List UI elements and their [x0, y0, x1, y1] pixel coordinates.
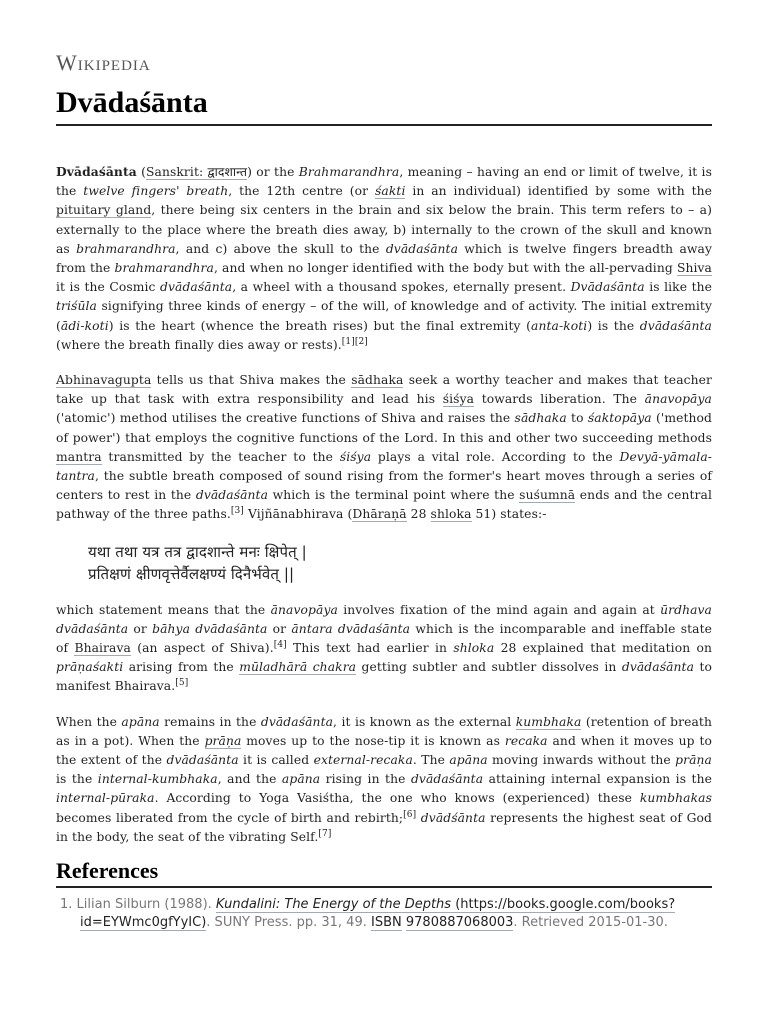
isbn-link[interactable]: ISBN — [371, 915, 402, 930]
reference-item: 1. Lilian Silburn (1988). Kundalini: The Energy of the Depths (https://books.google.com/books?id=EYWmc0gfYyIC). SUNY Press. pp. 31, 49. ISBN 9780887068003. Retrieved 2015-01-30. — [60, 897, 676, 930]
susumna-link[interactable]: suśumnā — [519, 488, 576, 503]
verse-line-1: यथा तथा यत्र तत्र द्वादशान्ते मनः क्षिपेत् | — [88, 542, 307, 561]
sadhaka-link[interactable]: sādhaka — [351, 373, 404, 388]
sanskrit-verse — [88, 541, 712, 585]
abhinavagupta-link[interactable]: Abhinavagupta — [56, 373, 152, 388]
paragraph-intro: Dvādaśānta (Sanskrit: द्वादशान्त) or the Brahmarandhra, meaning – having an end or limit of twelve, it is the twelve fingers' breath, the 12th centre (or śakti in an individual) identified by some with the pituitary gland, there being six centers in the brain and six below the brain. This term refers to – a) externally to the place where the breath dies away, b) internally to the crown of the skull and known as brahmarandhra, and c) above the skull to the dvādaśānta which is twelve fingers breadth away from the brahmarandhra, and when no longer identified with the body but with the all-pervading Shiva it is the Cosmic dvādaśānta, a wheel with a thousand spokes, eternally present. Dvādaśānta is like the triśūla signifying three kinds of energy – of the will, of knowledge and of activity. The initial extremity (ādi-koti) is the heart (whence the breath rises) but the final extremity (anta-koti) is the dvādaśānta (where the breath finally dies away or rests).[1][2] — [56, 164, 713, 352]
reference-book-link[interactable]: Kundalini: The Energy of the Depths (https://books.google.com/books?id=EYWmc0gfYyIC) — [80, 897, 676, 930]
page-title: Dvādaśānta — [56, 86, 208, 119]
sanskrit-link[interactable]: Sanskrit: द्वादशान्त — [146, 165, 248, 179]
isbn-number-link[interactable]: 9780887068003 — [405, 915, 514, 930]
shiva-link[interactable]: Shiva — [676, 261, 712, 276]
citation-5[interactable]: [5] — [175, 678, 189, 689]
prana-link[interactable]: prāṇa — [204, 733, 242, 748]
shloka-link[interactable]: shloka — [430, 507, 472, 522]
citation-3[interactable]: [3] — [230, 506, 244, 517]
verse-line-2: प्रतिक्षणं क्षीणवृत्तेर्वैलक्षण्यं दिनैर्भवेत् || — [88, 564, 295, 583]
sisya-link[interactable]: śiśya — [442, 392, 475, 407]
citation-4[interactable]: [4] — [273, 639, 287, 650]
citation-2[interactable]: [2] — [354, 336, 368, 347]
citation-7[interactable]: [7] — [318, 828, 332, 839]
references-list — [60, 896, 712, 932]
paragraph-apana: When the apāna remains in the dvādaśānta, it is known as the external kumbhaka (retention of breath as in a pot). When the prāṇa moves up to the nose-tip it is known as recaka and when it moves up to the extent of the dvādaśānta it is called external-recaka. The apāna moving inwards without the prāṇa is the internal-kumbhaka, and the apāna rising in the dvādaśānta attaining internal expansion is the internal-pūraka. According to Yoga Vasiśtha, the one who knows (experienced) these kumbhakas becomes liberated from the cycle of birth and rebirth;[6] dvādśānta represents the highest seat of God in the body, the seat of the vibrating Self.[7] — [56, 714, 713, 844]
mantra-link[interactable]: mantra — [56, 449, 102, 464]
citation-1[interactable]: [1] — [341, 336, 355, 347]
bhairava-link[interactable]: Bhairava — [74, 641, 131, 656]
title-divider — [56, 124, 712, 126]
muladhara-chakra-link[interactable]: mūladhārā chakra — [239, 660, 357, 675]
paragraph-anavopaya: which statement means that the ānavopāya involves fixation of the mind again and again at ūrdhava dvādaśānta or bāhya dvādaśānta or āntara dvādaśānta which is the incomparable and ineffable state of Bhairava (an aspect of Shiva).[4] This text had earlier in shloka 28 explained that meditation on prāṇaśakti arising from the mūladhārā chakra getting subtler and subtler dissolves in dvādaśānta to manifest Bhairava.[5] — [56, 602, 713, 694]
citation-6[interactable]: [6] — [403, 809, 417, 820]
pituitary-gland-link[interactable]: pituitary gland — [56, 203, 152, 218]
term-bold: Dvādaśānta — [56, 164, 137, 179]
wikipedia-wordmark[interactable]: Wikipedia — [56, 50, 151, 75]
sakti-link[interactable]: śakti — [375, 184, 406, 199]
kumbhaka-link[interactable]: kumbhaka — [515, 714, 582, 729]
references-heading: References — [56, 858, 159, 883]
dharana-link[interactable]: Dhāraṇā — [352, 507, 407, 522]
paragraph-abhinavagupta: Abhinavagupta tells us that Shiva makes the sādhaka seek a worthy teacher and makes that teacher take up that task with extra responsibility and lead his śiśya towards liberation. The ānavopāya ('atomic') method utilises the creative functions of Shiva and raises the sādhaka to śaktopāya ('method of power') that employs the cognitive functions of the Lord. In this and other two succeeding methods mantra transmitted by the teacher to the śiśya plays a vital role. According to the Devyā-yāmala- tantra, the subtle breath composed of sound rising from the former's heart moves through a series of centers to rest in the dvādaśānta which is the terminal point where the suśumnā ends and the central pathway of the three paths.[3] Vijñānabhirava (Dhāraṇā 28 shloka 51) states:- — [56, 373, 713, 522]
references-divider — [56, 886, 712, 888]
article-body — [56, 162, 712, 863]
